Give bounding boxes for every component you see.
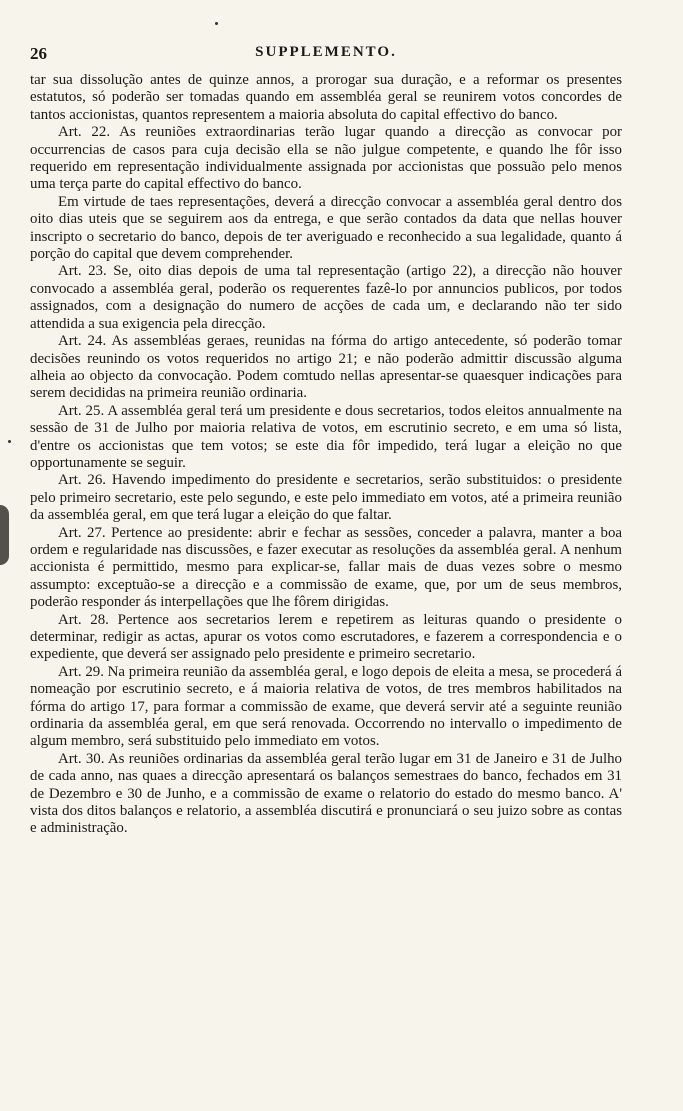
article-25: Art. 25. A assembléa geral terá um presidente e dous secretarios, todos eleitos annualmente na sessão de 31 de Julho por maioria relativa de votos, em escrutinio secreto, e em uma só lista, d'entre os accionistas que tem votos; se este dia fôr impedido, terá lugar a eleição no que opportunamente se seguir. <box>30 402 622 471</box>
page <box>30 44 622 838</box>
article-23: Art. 23. Se, oito dias depois de uma tal representação (artigo 22), a direcção não houver convocado a assembléa geral, poderão os requerentes fazê-lo por annuncios publicos, por todos assignados, com a designação do numero de acções de cada um, e declarando não ter sido attendida a sua exigencia pela direcção. <box>30 263 622 332</box>
ink-speck <box>215 22 218 25</box>
article-22-continued: Em virtude de taes representações, deverá a direcção convocar a assembléa geral dentro dos oito dias uteis que se seguirem aos da entrega, e que serão contados da data que nellas houver inscripto o secretario do banco, depois de ter averiguado e reconhecido a sua legalidade, quanto á porção do capital que devem comprehender. <box>30 193 622 263</box>
article-22: Art. 22. As reuniões extraordinarias terão lugar quando a direcção as convocar por occurrencias de casos para cuja decisão ella se não julgue competente, e quando lhe fôr isso requerido em representação individualmente assignada por accionistas que possuão pelo menos uma terça parte do capital effectivo do banco. <box>30 124 622 193</box>
page-header <box>30 44 622 66</box>
running-title: SUPPLEMENTO. <box>255 44 397 60</box>
article-29: Art. 29. Na primeira reunião da assembléa geral, e logo depois de eleita a mesa, se procederá á nomeação por escrutinio secreto, e á maioria relativa de votos, de tres membros habilitados na fórma do artigo 17, para formar a commissão de exame, que deverá servir até a seguinte reunião ordinaria da assembléa geral, em que será renovada. Occorrendo no intervallo o impedimento de algum membro, será substituido pelo immediato em votos. <box>30 663 622 750</box>
binding-shadow <box>0 505 9 565</box>
article-30: Art. 30. As reuniões ordinarias da assembléa geral terão lugar em 31 de Janeiro e 31 de Julho de cada anno, nas quaes a direcção apresentará os balanços semestraes do banco, fechados em 31 de Dezembro e 30 de Junho, e a commissão de exame o relatorio do estado do mesmo banco. A' vista dos ditos balanços e relatorio, a assembléa discutirá e pronunciará o seu juizo sobre as contas e administração. <box>30 750 622 837</box>
paragraph-continuation: tar sua dissolução antes de quinze annos, a prorogar sua duração, e a reformar os presentes estatutos, só poderão ser tomadas quando em assembléa geral se reunirem votos concordes de tantos accionistas, quantos representem a maioria absoluta do capital effectivo do banco. <box>30 72 622 123</box>
article-27: Art. 27. Pertence ao presidente: abrir e fechar as sessões, conceder a palavra, manter a boa ordem e regularidade nas discussões, e fazer executar as resoluções da assembléa geral. A nenhum accionista é permittido, mesmo para explicar-se, fallar mais de duas vezes sobre o mesmo assumpto: exceptuão-se a direcção e a commissão de exame, que, por um de seus membros, poderão responder ás interpellações que lhe fôrem dirigidas. <box>30 524 622 611</box>
page-number: 26 <box>30 44 47 63</box>
article-26: Art. 26. Havendo impedimento do presidente e secretarios, serão substituidos: o presidente pelo primeiro secretario, este pelo segundo, e este pelo immediato em votos, até a primeira reunião da assembléa geral, em que terá lugar a eleição do que faltar. <box>30 472 622 524</box>
article-24: Art. 24. As assembléas geraes, reunidas na fórma do artigo antecedente, só poderão tomar decisões reunindo os votos requeridos no artigo 21; e não poderão admittir discussão alguma alheia ao objecto da convocação. Podem comtudo nellas apresentar-se quaesquer indicações para serem decididas na primeira reunião ordinaria. <box>30 333 622 402</box>
article-28: Art. 28. Pertence aos secretarios lerem e repetirem as leituras quando o presidente o determinar, redigir as actas, apurar os votos como escrutadores, e fazerem a correspondencia e o expediente, que deverá ser assignado pelo presidente e primeiro secretario. <box>30 611 622 663</box>
body-text <box>30 72 622 838</box>
ink-speck <box>8 440 11 443</box>
